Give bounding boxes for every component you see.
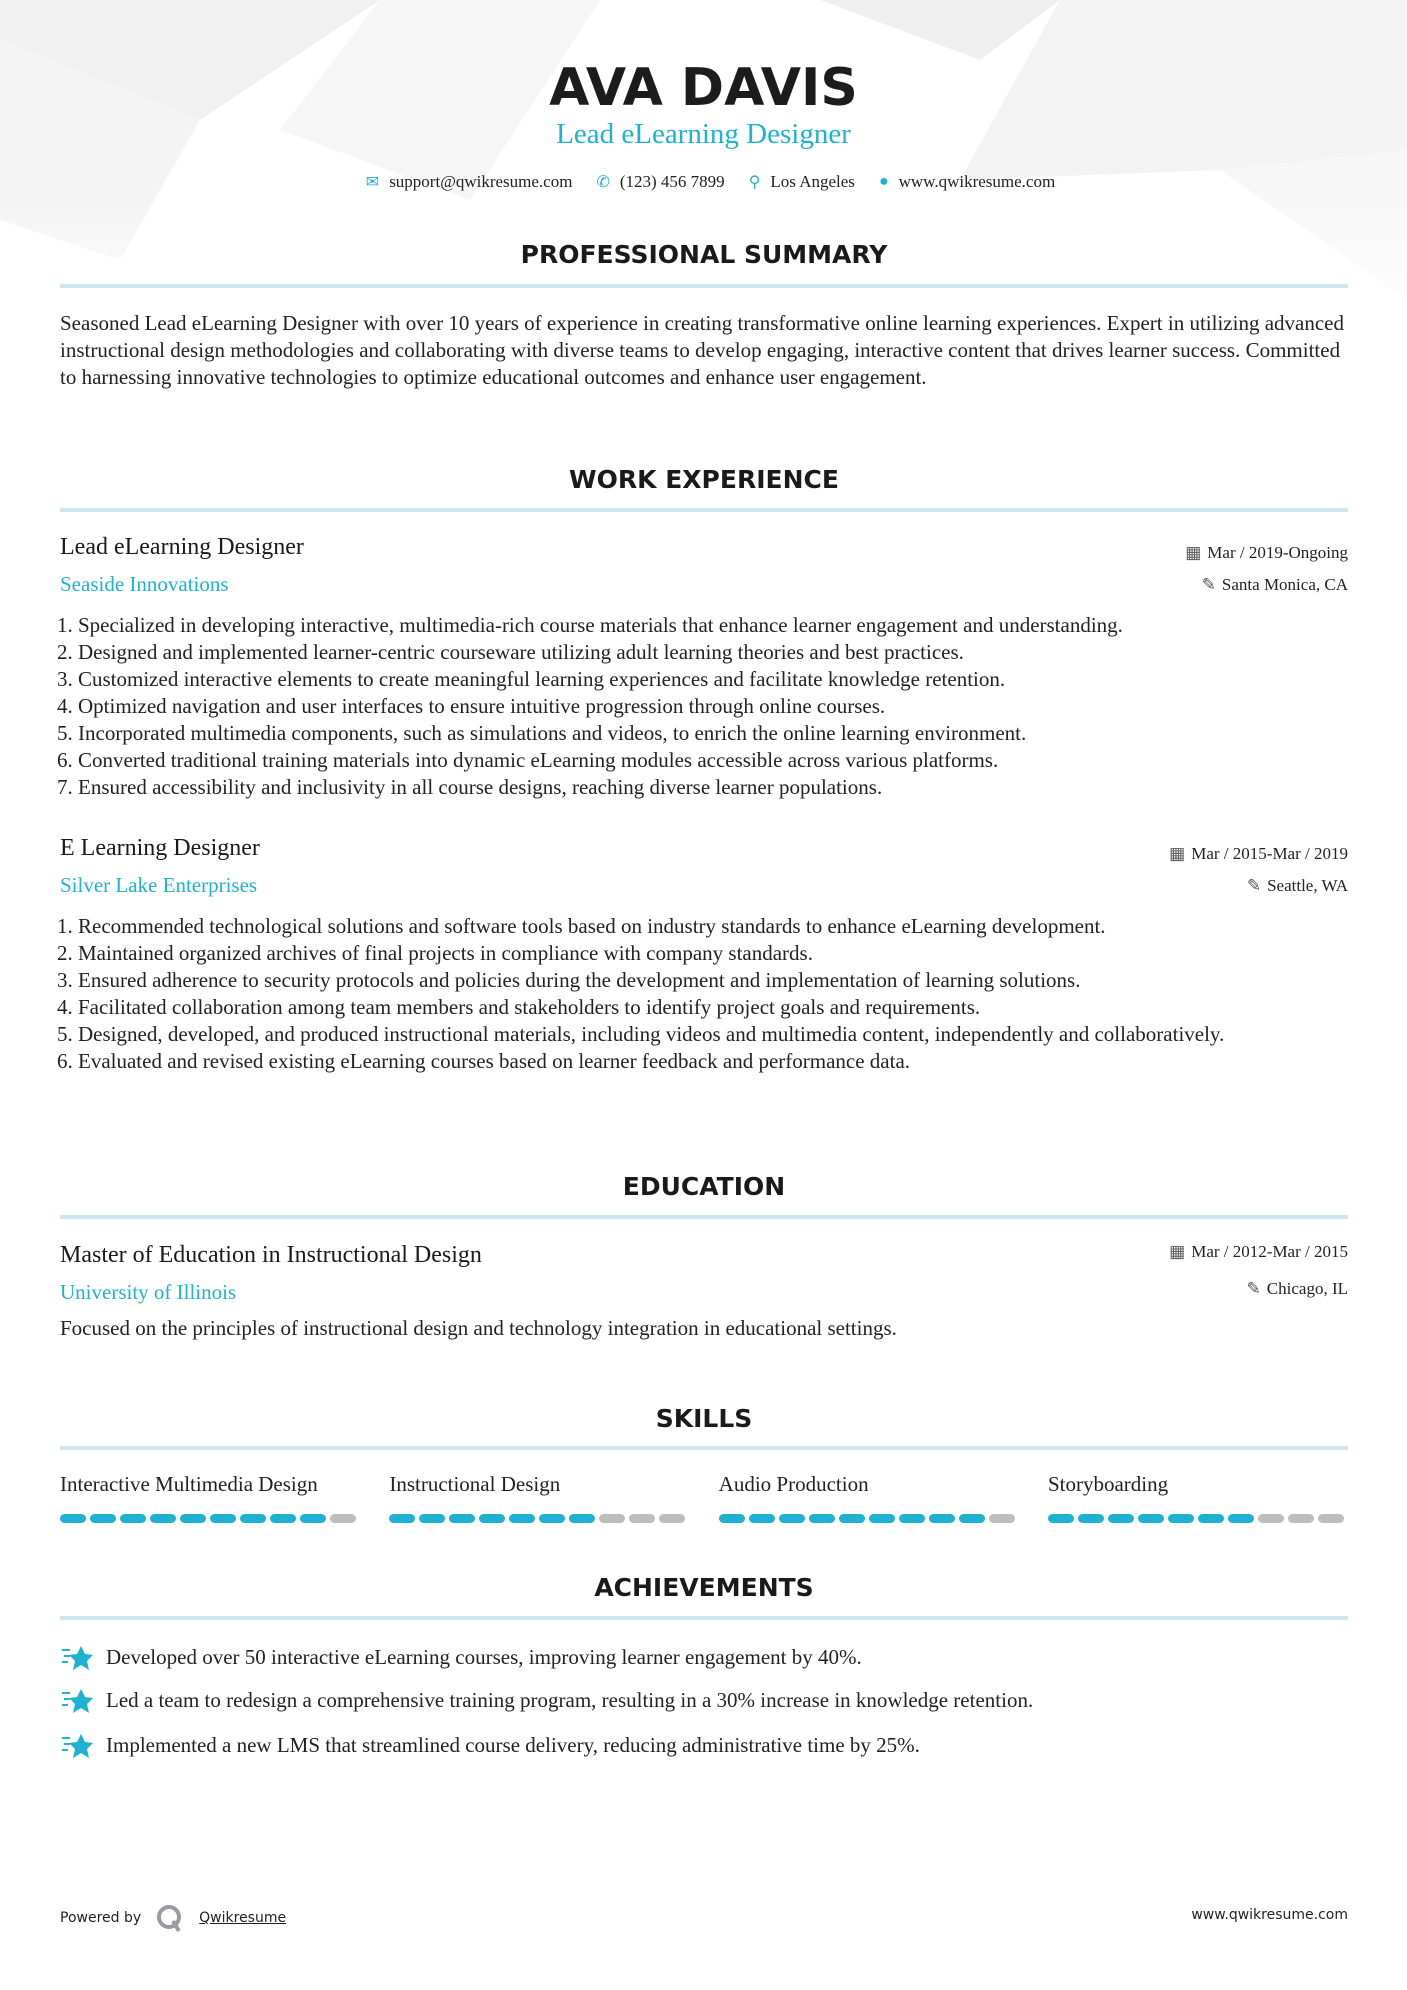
list-item: 5. Designed, developed, and produced instructional materials, including videos and multimedia content, independently and collaboratively.: [78, 1021, 1348, 1048]
job-location: ✎ Santa Monica, CA: [1201, 575, 1348, 594]
header-background: [0, 0, 1407, 330]
location: Los Angeles: [770, 172, 855, 191]
skill-dot: [120, 1514, 146, 1523]
skill-dot: [959, 1514, 985, 1523]
skill-dot: [419, 1514, 445, 1523]
candidate-name: AVA DAVIS: [549, 58, 858, 118]
skill-dot: [270, 1514, 296, 1523]
footer-website[interactable]: www.qwikresume.com: [1191, 1907, 1348, 1923]
skill-dot: [779, 1514, 805, 1523]
skill-dot: [479, 1514, 505, 1523]
skill-dot: [1168, 1514, 1194, 1523]
skill-dot: [449, 1514, 475, 1523]
divider: [60, 1446, 1348, 1450]
skills-heading: SKILLS: [655, 1404, 753, 1433]
job-location: ✎ Seattle, WA: [1246, 876, 1348, 895]
skill-dot: [1078, 1514, 1104, 1523]
list-item: 5. Incorporated multimedia components, such as simulations and videos, to enrich the online learning environment.: [78, 720, 1348, 747]
divider: [60, 508, 1348, 512]
skill-dot: [300, 1514, 326, 1523]
skills-grid: [60, 1472, 1348, 1523]
skill-rating: [719, 1514, 1019, 1523]
email-link[interactable]: support@qwikresume.com: [389, 172, 573, 191]
achievement-text: Developed over 50 interactive eLearning courses, improving learner engagement by 40%.: [106, 1644, 862, 1669]
skill-name: Storyboarding: [1047, 1472, 1169, 1496]
divider: [60, 1215, 1348, 1219]
achievement-item: [60, 1730, 920, 1760]
pin-icon: ✎: [1246, 1279, 1261, 1298]
pin-icon: ✎: [1246, 876, 1262, 895]
achievement-item: [60, 1685, 1033, 1715]
job-company: Seaside Innovations: [60, 572, 229, 596]
skill-dot: [629, 1514, 655, 1523]
skill-dot: [869, 1514, 895, 1523]
summary-text: Seasoned Lead eLearning Designer with over 10 years of experience in creating transformative online learning experiences. Expert in utilizing advanced instructional design methodologies and collaborating with diverse teams to develop engaging, interactive content that drives learner success. Committed to harnessing innovative technologies to optimize educational outcomes and enhance user engagement.: [60, 311, 1344, 389]
skill-dot: [60, 1514, 86, 1523]
skill-rating: [1048, 1514, 1348, 1523]
education-dates: ▦ Mar / 2012-Mar / 2015: [1169, 1242, 1348, 1261]
job-dates: ▦ Mar / 2015-Mar / 2019: [1169, 844, 1348, 863]
list-item: 1. Specialized in developing interactive, multimedia-rich course materials that enhance learner engagement and understanding.: [78, 612, 1348, 639]
skill-rating: [389, 1514, 689, 1523]
list-item: 3. Customized interactive elements to create meaningful learning experiences and facilitate knowledge retention.: [78, 666, 1348, 693]
skill-dot: [899, 1514, 925, 1523]
star-icon: [60, 1685, 94, 1715]
qwikresume-link[interactable]: Qwikresume: [199, 1910, 287, 1926]
skill-dot: [719, 1514, 745, 1523]
skill-name: Audio Production: [718, 1472, 869, 1496]
experience-heading: WORK EXPERIENCE: [569, 465, 839, 494]
skill-dot: [749, 1514, 775, 1523]
skill-dot: [1048, 1514, 1074, 1523]
phone: (123) 456 7899: [619, 172, 725, 191]
job-title: Lead eLearning Designer: [60, 534, 304, 560]
skill-dot: [839, 1514, 865, 1523]
powered-by-label: Powered by: [60, 1910, 142, 1926]
list-item: 6. Evaluated and revised existing eLearning courses based on learner feedback and performance data.: [78, 1048, 1348, 1075]
job-dates: ▦ Mar / 2019-Ongoing: [1185, 543, 1348, 562]
achievements-heading: ACHIEVEMENTS: [594, 1573, 814, 1602]
divider: [60, 1616, 1348, 1620]
summary-heading: PROFESSIONAL SUMMARY: [520, 240, 888, 269]
skill-dot: [1198, 1514, 1224, 1523]
email-icon: ✉: [365, 174, 380, 191]
skill-dot: [1228, 1514, 1254, 1523]
skill-dot: [599, 1514, 625, 1523]
list-item: 1. Recommended technological solutions and software tools based on industry standards to enhance eLearning development.: [78, 913, 1348, 940]
degree: Master of Education in Instructional Design: [60, 1242, 482, 1268]
skill-name: Interactive Multimedia Design: [60, 1472, 318, 1496]
skill-dot: [1258, 1514, 1284, 1523]
skill-dot: [240, 1514, 266, 1523]
skill-dot: [90, 1514, 116, 1523]
list-item: 4. Optimized navigation and user interfaces to ensure intuitive progression through online courses.: [78, 693, 1348, 720]
pin-icon: ✎: [1201, 575, 1216, 594]
skill-dot: [150, 1514, 176, 1523]
calendar-icon: ▦: [1185, 543, 1202, 562]
skill-rating: [60, 1514, 360, 1523]
footer-brand: [60, 1903, 286, 1933]
skill-dot: [809, 1514, 835, 1523]
phone-icon: ✆: [596, 174, 610, 191]
education-location: ✎ Chicago, IL: [1246, 1279, 1348, 1298]
job-company: Silver Lake Enterprises: [60, 873, 258, 897]
list-item: 2. Maintained organized archives of final projects in compliance with company standards.: [78, 940, 1348, 967]
skill-dot: [539, 1514, 565, 1523]
skill-item: [389, 1472, 689, 1523]
achievement-item: [60, 1642, 862, 1672]
star-icon: [60, 1642, 94, 1672]
skill-dot: [659, 1514, 685, 1523]
achievement-text: Implemented a new LMS that streamlined course delivery, reducing administrative time by 25%.: [106, 1732, 920, 1757]
divider: [60, 284, 1348, 288]
list-item: 7. Ensured accessibility and inclusivity in all course designs, reaching diverse learner populations.: [78, 774, 1348, 801]
calendar-icon: ▦: [1169, 1242, 1186, 1261]
skill-item: [1048, 1472, 1348, 1523]
skill-item: [719, 1472, 1019, 1523]
skill-name: Instructional Design: [389, 1472, 561, 1496]
list-item: 6. Converted traditional training materials into dynamic eLearning modules accessible across various platforms.: [78, 747, 1348, 774]
skill-dot: [1288, 1514, 1314, 1523]
website-link[interactable]: www.qwikresume.com: [898, 172, 1056, 191]
skill-dot: [330, 1514, 356, 1523]
candidate-title: Lead eLearning Designer: [556, 118, 851, 150]
skill-dot: [569, 1514, 595, 1523]
location-pin-icon: ⚲: [748, 174, 761, 191]
education-heading: EDUCATION: [622, 1172, 786, 1201]
skill-dot: [389, 1514, 415, 1523]
skill-item: [60, 1472, 360, 1523]
list-item: 2. Designed and implemented learner-centric courseware utilizing adult learning theories and best practices.: [78, 639, 1348, 666]
education-description: Focused on the principles of instructional design and technology integration in educational settings.: [60, 1316, 897, 1340]
skill-dot: [1108, 1514, 1134, 1523]
contact-bar: [0, 172, 1407, 192]
calendar-icon: ▦: [1169, 844, 1186, 863]
skill-dot: [210, 1514, 236, 1523]
globe-icon: ●: [878, 173, 889, 190]
job-title: E Learning Designer: [60, 835, 260, 861]
list-item: 4. Facilitated collaboration among team members and stakeholders to identify project goals and requirements.: [78, 994, 1348, 1021]
qwikresume-logo-icon: [155, 1903, 185, 1933]
achievement-text: Led a team to redesign a comprehensive training program, resulting in a 30% increase in knowledge retention.: [106, 1687, 1034, 1712]
skill-dot: [1318, 1514, 1344, 1523]
school: University of Illinois: [60, 1280, 237, 1304]
skill-dot: [929, 1514, 955, 1523]
skill-dot: [180, 1514, 206, 1523]
skill-dot: [1138, 1514, 1164, 1523]
skill-dot: [989, 1514, 1015, 1523]
job-bullets: [60, 612, 1348, 801]
skill-dot: [509, 1514, 535, 1523]
job-bullets: [60, 913, 1348, 1075]
star-icon: [60, 1730, 94, 1760]
list-item: 3. Ensured adherence to security protocols and policies during the development and implementation of learning solutions.: [78, 967, 1348, 994]
